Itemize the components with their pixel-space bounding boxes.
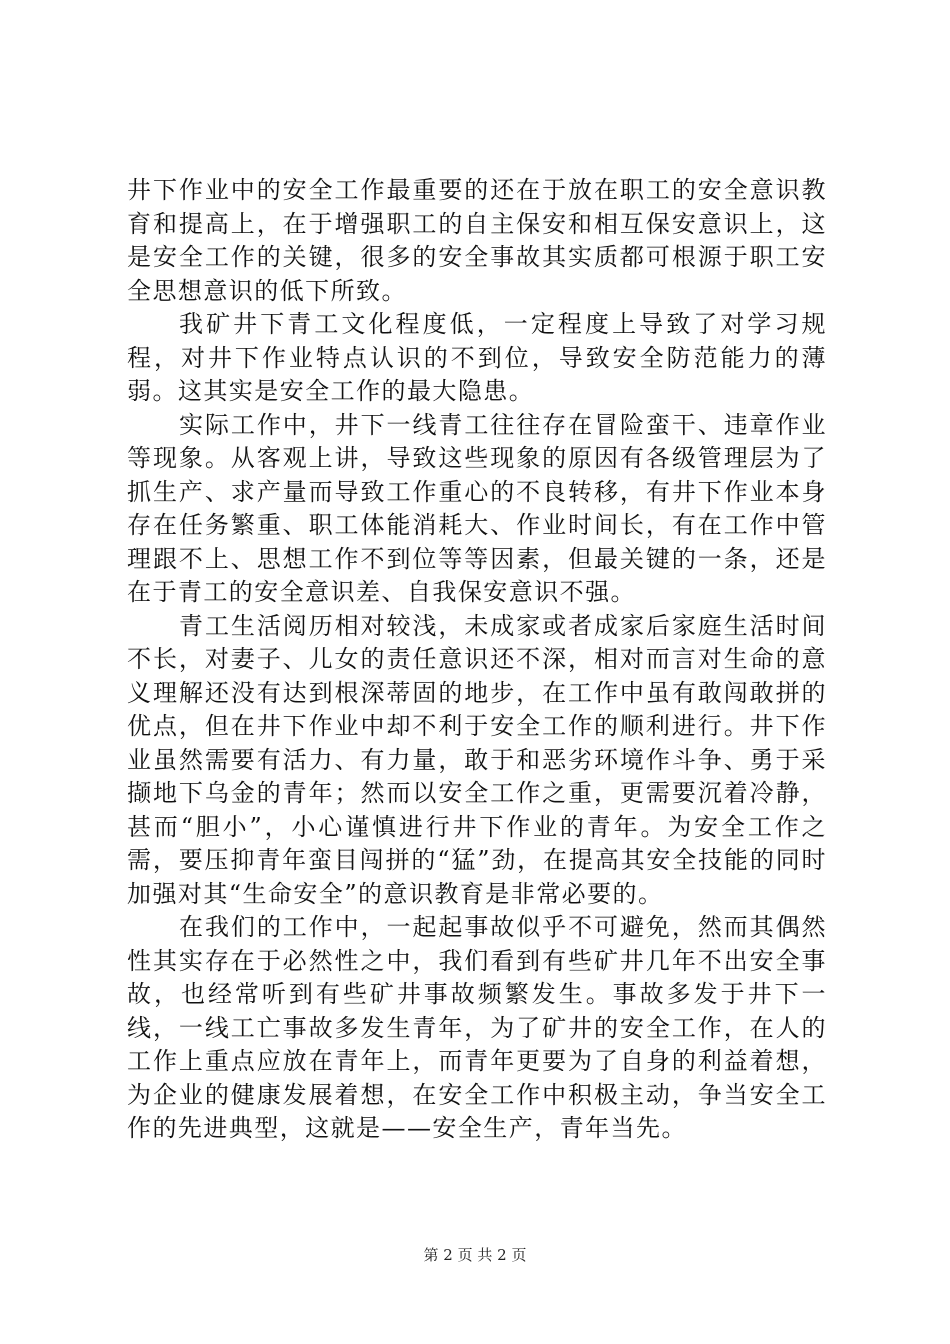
document-body [127, 174, 827, 1146]
paragraph-4: 青工生活阅历相对较浅，未成家或者成家后家庭生活时间不长，对妻子、儿女的责任意识还不深，相对而言对生命的意义理解还没有达到根深蒂固的地步，在工作中虽有敢闯敢拼的优点，但在井下作业中却不利于安全工作的顺利进行。井下作业虽然需要有活力、有力量，敢于和恶劣环境作斗争、勇于采撷地下乌金的青年；然而以安全工作之重，更需要沉着冷静，甚而“胆小”，小心谨慎进行井下作业的青年。为安全工作之需，要压抑青年蛮目闯拼的“猛”劲，在提高其安全技能的同时加强对其“生命安全”的意识教育是非常必要的。 [127, 611, 827, 908]
paragraph-3: 实际工作中，井下一线青工往往存在冒险蛮干、违章作业等现象。从客观上讲，导致这些现象的原因有各级管理层为了抓生产、求产量而导致工作重心的不良转移，有井下作业本身存在任务繁重、职工体能消耗大、作业时间长，有在工作中管理跟不上、思想工作不到位等等因素，但最关键的一条，还是在于青工的安全意识差、自我保安意识不强。 [127, 410, 827, 606]
paragraph-2: 我矿井下青工文化程度低，一定程度上导致了对学习规程，对井下作业特点认识的不到位，导致安全防范能力的薄弱。这其实是安全工作的最大隐患。 [127, 310, 827, 405]
paragraph-5: 在我们的工作中，一起起事故似乎不可避免，然而其偶然性其实存在于必然性之中，我们看到有些矿井几年不出安全事故，也经常听到有些矿井事故频繁发生。事故多发于井下一线，一线工亡事故多发生青年，为了矿井的安全工作，在人的工作上重点应放在青年上，而青年更要为了自身的利益着想，为企业的健康发展着想，在安全工作中积极主动，争当安全工作的先进典型，这就是——安全生产，青年当先。 [127, 913, 827, 1142]
paragraph-1: 井下作业中的安全工作最重要的还在于放在职工的安全意识教育和提高上，在于增强职工的自主保安和相互保安意识上，这是安全工作的关键，很多的安全事故其实质都可根源于职工安全思想意识的低下所致。 [127, 176, 827, 305]
page-number-footer: 第 2 页 共 2 页 [423, 1246, 527, 1264]
